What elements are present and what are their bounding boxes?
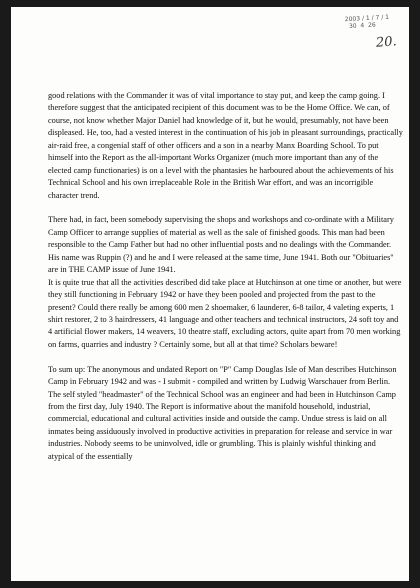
handwritten-archive-reference: 2003 / 1 / 7 / 1 30 4 26 (344, 13, 390, 31)
paragraph: There had, in fact, been somebody supervising the shops and workshops and co-ordinate with a Military Camp Officer to arrange supplies of material as well as the sale of finished goods. This man had been responsible to the Camp Father but had no other influential posts and no dealings with the Commander. His name was Ruppin (?) and he and I were released at the same time, June 1941. Both our "Obituaries" are in THE CAMP issue of June 1941. It is quite true that all the activities described did take place at Hutchinson at one time or another, but were they still functioning in February 1942 or have they been pooled and projected from the past to the present? Could there really be among 600 men 2 shoemaker, 6 launderer, 6-8 tailor, 4 valeting experts, 1 shirt restorer, 2 to 3 hairdressers, 41 language and other teachers and technical instructors, 24 soft toy and 4 artificial flower makers, 14 weavers, 10 theatre staff, excluding actors, quite apart from 70 men working on farms, quarries and industry ? Certainly some, but all at that time? Scholars beware! (48, 215, 402, 349)
body-text (48, 90, 403, 476)
paragraph: good relations with the Commander it was of vital importance to stay put, and keep the camp going. I therefore suggest that the anticipated recipient of this document was to be the Home Office. We can, of course, not know whether Major Daniel had knowledge of it, but he would, presumably, not have been displeased. He, too, had a vested interest in the continuation of his job in pleasant surroundings, practically air-raid free, a congenial staff of other officers and a son in a nearby Manx Boarding School. To put himself into the Report as the all-important Works Organizer (much more important than any of the elected camp functionaries) is on a level with the phantasies he harboured about the achievements of his Technical School and his own irreplaceable Role in the British War effort, and was an incorrigible character trend. (48, 91, 403, 200)
paragraph: To sum up: The anonymous and undated Report on "P" Camp Douglas Isle of Man describes Hutchinson Camp in February 1942 and was - I submit - compiled and written by Ludwig Warschauer from Berlin. The self styled "headmaster" of the Technical School was an engineer and had been in Hutchinson Camp from the first day, July 1940. The Report is informative about the manifold household, industrial, commercial, educational and cultural activities inside and outside the camp. Undue stress is laid on all inmates being assiduously involved in productive activities in preparation for release and service in war industries. Nobody seems to be uninvolved, idle or grumbling. This is plainly wishful thinking and atypical of the essentially (48, 364, 397, 461)
document-page (11, 7, 409, 581)
handwritten-page-number: 20. (375, 34, 398, 51)
